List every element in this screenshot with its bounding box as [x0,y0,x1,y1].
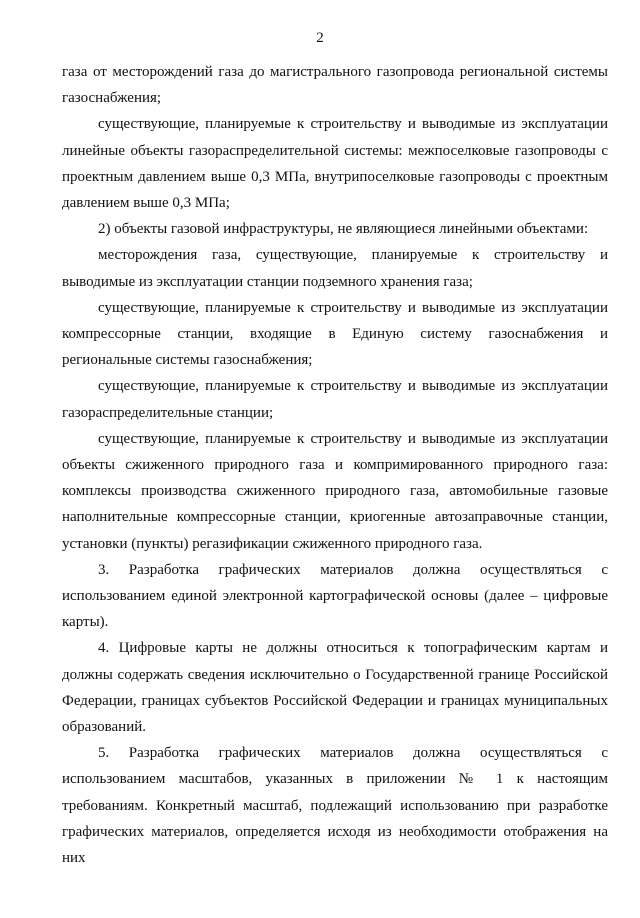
paragraph: 2) объекты газовой инфраструктуры, не являющиеся линейными объектами: [98,221,589,238]
document-body [62,59,608,871]
paragraph: существующие, планируемые к строительству и выводимые из эксплуатации линейные объекты газораспределительной системы: межпоселковые газопроводы с проектным давлением выше 0,3 МПа, внутрипоселковые газопроводы с проектным давлением выше 0,3 МПа; [62,116,608,212]
paragraph: 5. Разработка графических материалов должна осуществляться с использованием масштабов, указанных в приложении № 1 к настоящим требованиям. Конкретный масштаб, подлежащий использованию при разработке графических материалов, определяется исходя из необходимости отображения на них [62,745,608,867]
paragraph: 3. Разработка графических материалов должна осуществляться с использованием единой электронной картографической основы (далее – цифровые карты). [62,561,608,631]
paragraph: существующие, планируемые к строительству и выводимые из эксплуатации газораспределительные станции; [62,378,608,421]
page-number: 2 [316,30,324,46]
paragraph: 4. Цифровые карты не должны относиться к топографическим картам и должны содержать сведения исключительно о Государственной границе Российской Федерации, границах субъектов Российской Федерации и границах муниципальных образований. [62,640,608,736]
paragraph: газа от месторождений газа до магистрального газопровода региональной системы газоснабжения; [62,64,608,107]
paragraph: месторождения газа, существующие, планируемые к строительству и выводимые из эксплуатации станции подземного хранения газа; [62,247,608,290]
paragraph: существующие, планируемые к строительству и выводимые из эксплуатации компрессорные станции, входящие в Единую систему газоснабжения и региональные системы газоснабжения; [62,299,608,369]
paragraph: существующие, планируемые к строительству и выводимые из эксплуатации объекты сжиженного природного газа и компримированного природного газа: комплексы производства сжиженного природного газа, автомобильные газовые наполнительные компрессорные станции, криогенные автозаправочные станции, установки (пункты) регазификации сжиженного природного газа. [62,430,608,552]
